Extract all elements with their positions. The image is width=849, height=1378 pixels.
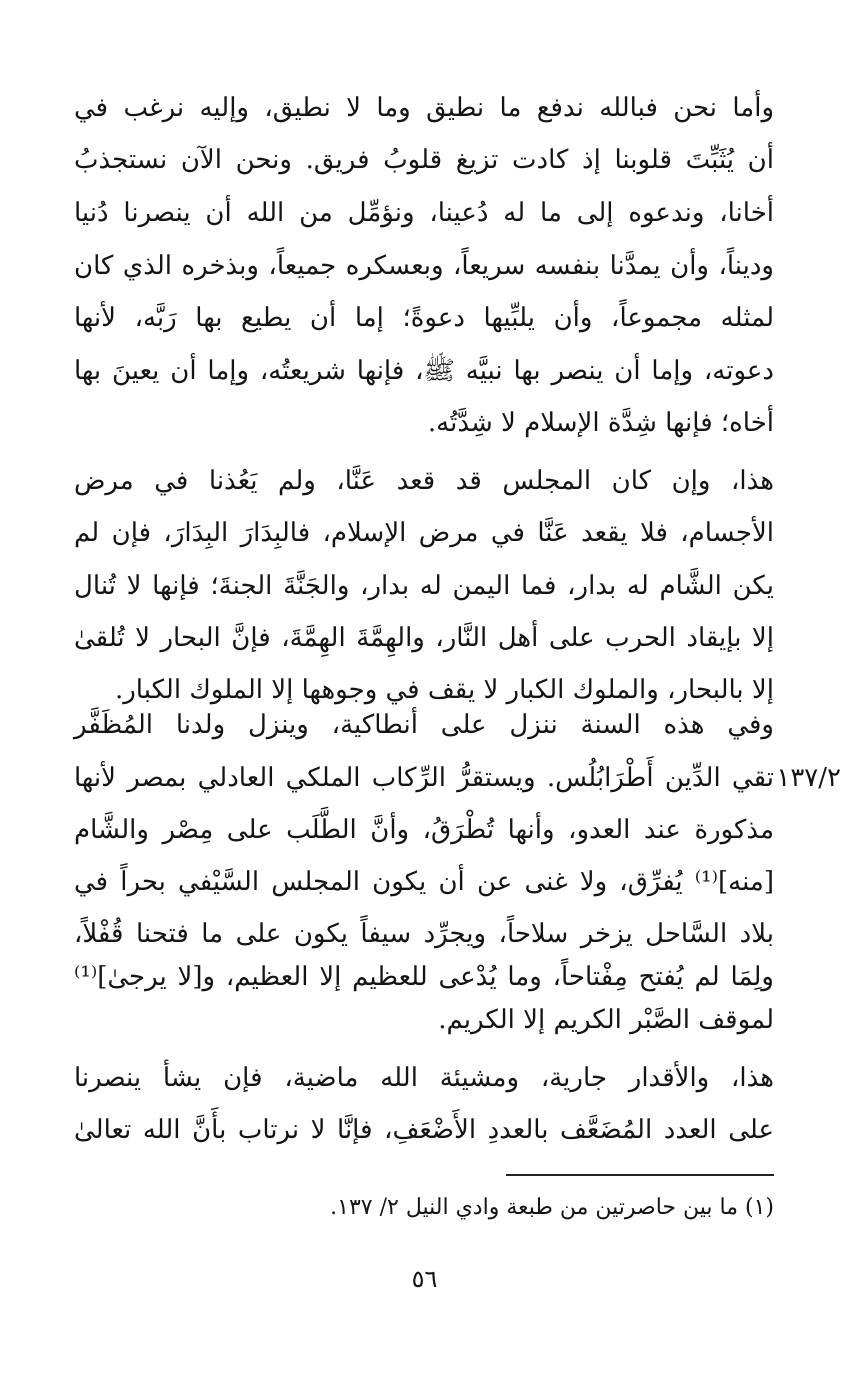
text-line: أن يُثَبِّتَ قلوبنا إذ كادت تزيغ قلوبُ فريق. ونحن الآن نستجذبُ bbox=[74, 145, 774, 175]
margin-reference: ١٣٧/٢ bbox=[776, 763, 841, 793]
text-line: على العدد المُضَعَّف بالعددِ الأَضْعَفِ، فإنَّا لا نرتاب بأَنَّ الله تعالىٰ bbox=[74, 1115, 774, 1145]
text-line: تقي الدِّين أَطْرَابُلُس. ويستقرُّ الرِّكاب الملكي العادلي بمصر لأنها bbox=[74, 763, 774, 793]
text-line: ولِمَا لم يُفتح مِفْتاحاً، وما يُدْعى للعظيم إلا العظيم، و[لا يرجىٰ]⁽¹⁾ bbox=[74, 962, 774, 992]
page-number: ٥٦ bbox=[411, 1265, 438, 1293]
text-line: وأما نحن فبالله ندفع ما نطيق وما لا نطيق، وإليه نرغب في bbox=[74, 93, 774, 123]
text-line: لمثله مجموعاً، وأن يلبِّيها دعوةً؛ إما أن يطيع بها رَبَّه، لأنها bbox=[74, 303, 774, 333]
text-line: يكن الشَّام له بدار، فما اليمن له بدار، والجَنَّةَ الجنةَ؛ فإنها لا تُنال bbox=[74, 571, 774, 601]
text-line: لموقف الصَّبْر الكريم إلا الكريم. bbox=[438, 1005, 774, 1035]
text-line: دعوته، وإما أن ينصر بها نبيَّه ﷺ، فإنها شريعتُه، وإما أن يعينَ بها bbox=[74, 356, 774, 386]
text-line: إلا بالبحار، والملوك الكبار لا يقف في وجوهها إلا الملوك الكبار. bbox=[114, 675, 774, 705]
text-line: وديناً، وأن يمدَّنا بنفسه سريعاً، وبعسكره جميعاً، وبذخره الذي كان bbox=[74, 251, 774, 281]
footnote: (١) ما بين حاصرتين من طبعة وادي النيل ٢/ ١٣٧. bbox=[330, 1195, 774, 1220]
text-line: [منه]⁽¹⁾ يُفرِّق، ولا غنى عن أن يكون المجلس السَّيْفي بحراً في bbox=[74, 867, 774, 897]
text-line: مذكورة عند العدو، وأنها تُطْرَقُ، وأنَّ الطَّلَب على مِصْر والشَّام bbox=[74, 815, 774, 845]
text-line: الأجسام، فلا يقعد عَنَّا في مرض الإسلام، فالبِدَارَ البِدَارَ، فإن لم bbox=[74, 518, 774, 548]
footnote-separator bbox=[506, 1174, 774, 1176]
text-line: أخانا، وندعوه إلى ما له دُعينا، ونؤمِّل من الله أن ينصرنا دُنيا bbox=[74, 198, 774, 228]
text-line: وفي هذه السنة ننزل على أنطاكية، وينزل ولدنا المُظَفَّر bbox=[74, 710, 774, 740]
text-line: هذا، والأقدار جارية، ومشيئة الله ماضية، فإن يشأ ينصرنا bbox=[74, 1063, 774, 1093]
text-line: بلاد السَّاحل يزخر سلاحاً، ويجرِّد سيفاً يكون على ما فتحنا قُفْلاً، bbox=[74, 919, 774, 949]
text-line: أخاه؛ فإنها شِدَّة الإسلام لا شِدَّتُه. bbox=[427, 408, 774, 438]
text-line: هذا، وإن كان المجلس قد قعد عَنَّا، ولم يَعُذنا في مرض bbox=[74, 466, 774, 496]
text-line: إلا بإيقاد الحرب على أهل النَّار، والهِمَّةَ الهِمَّةَ، فإنَّ البحار لا تُلقىٰ bbox=[74, 623, 774, 653]
